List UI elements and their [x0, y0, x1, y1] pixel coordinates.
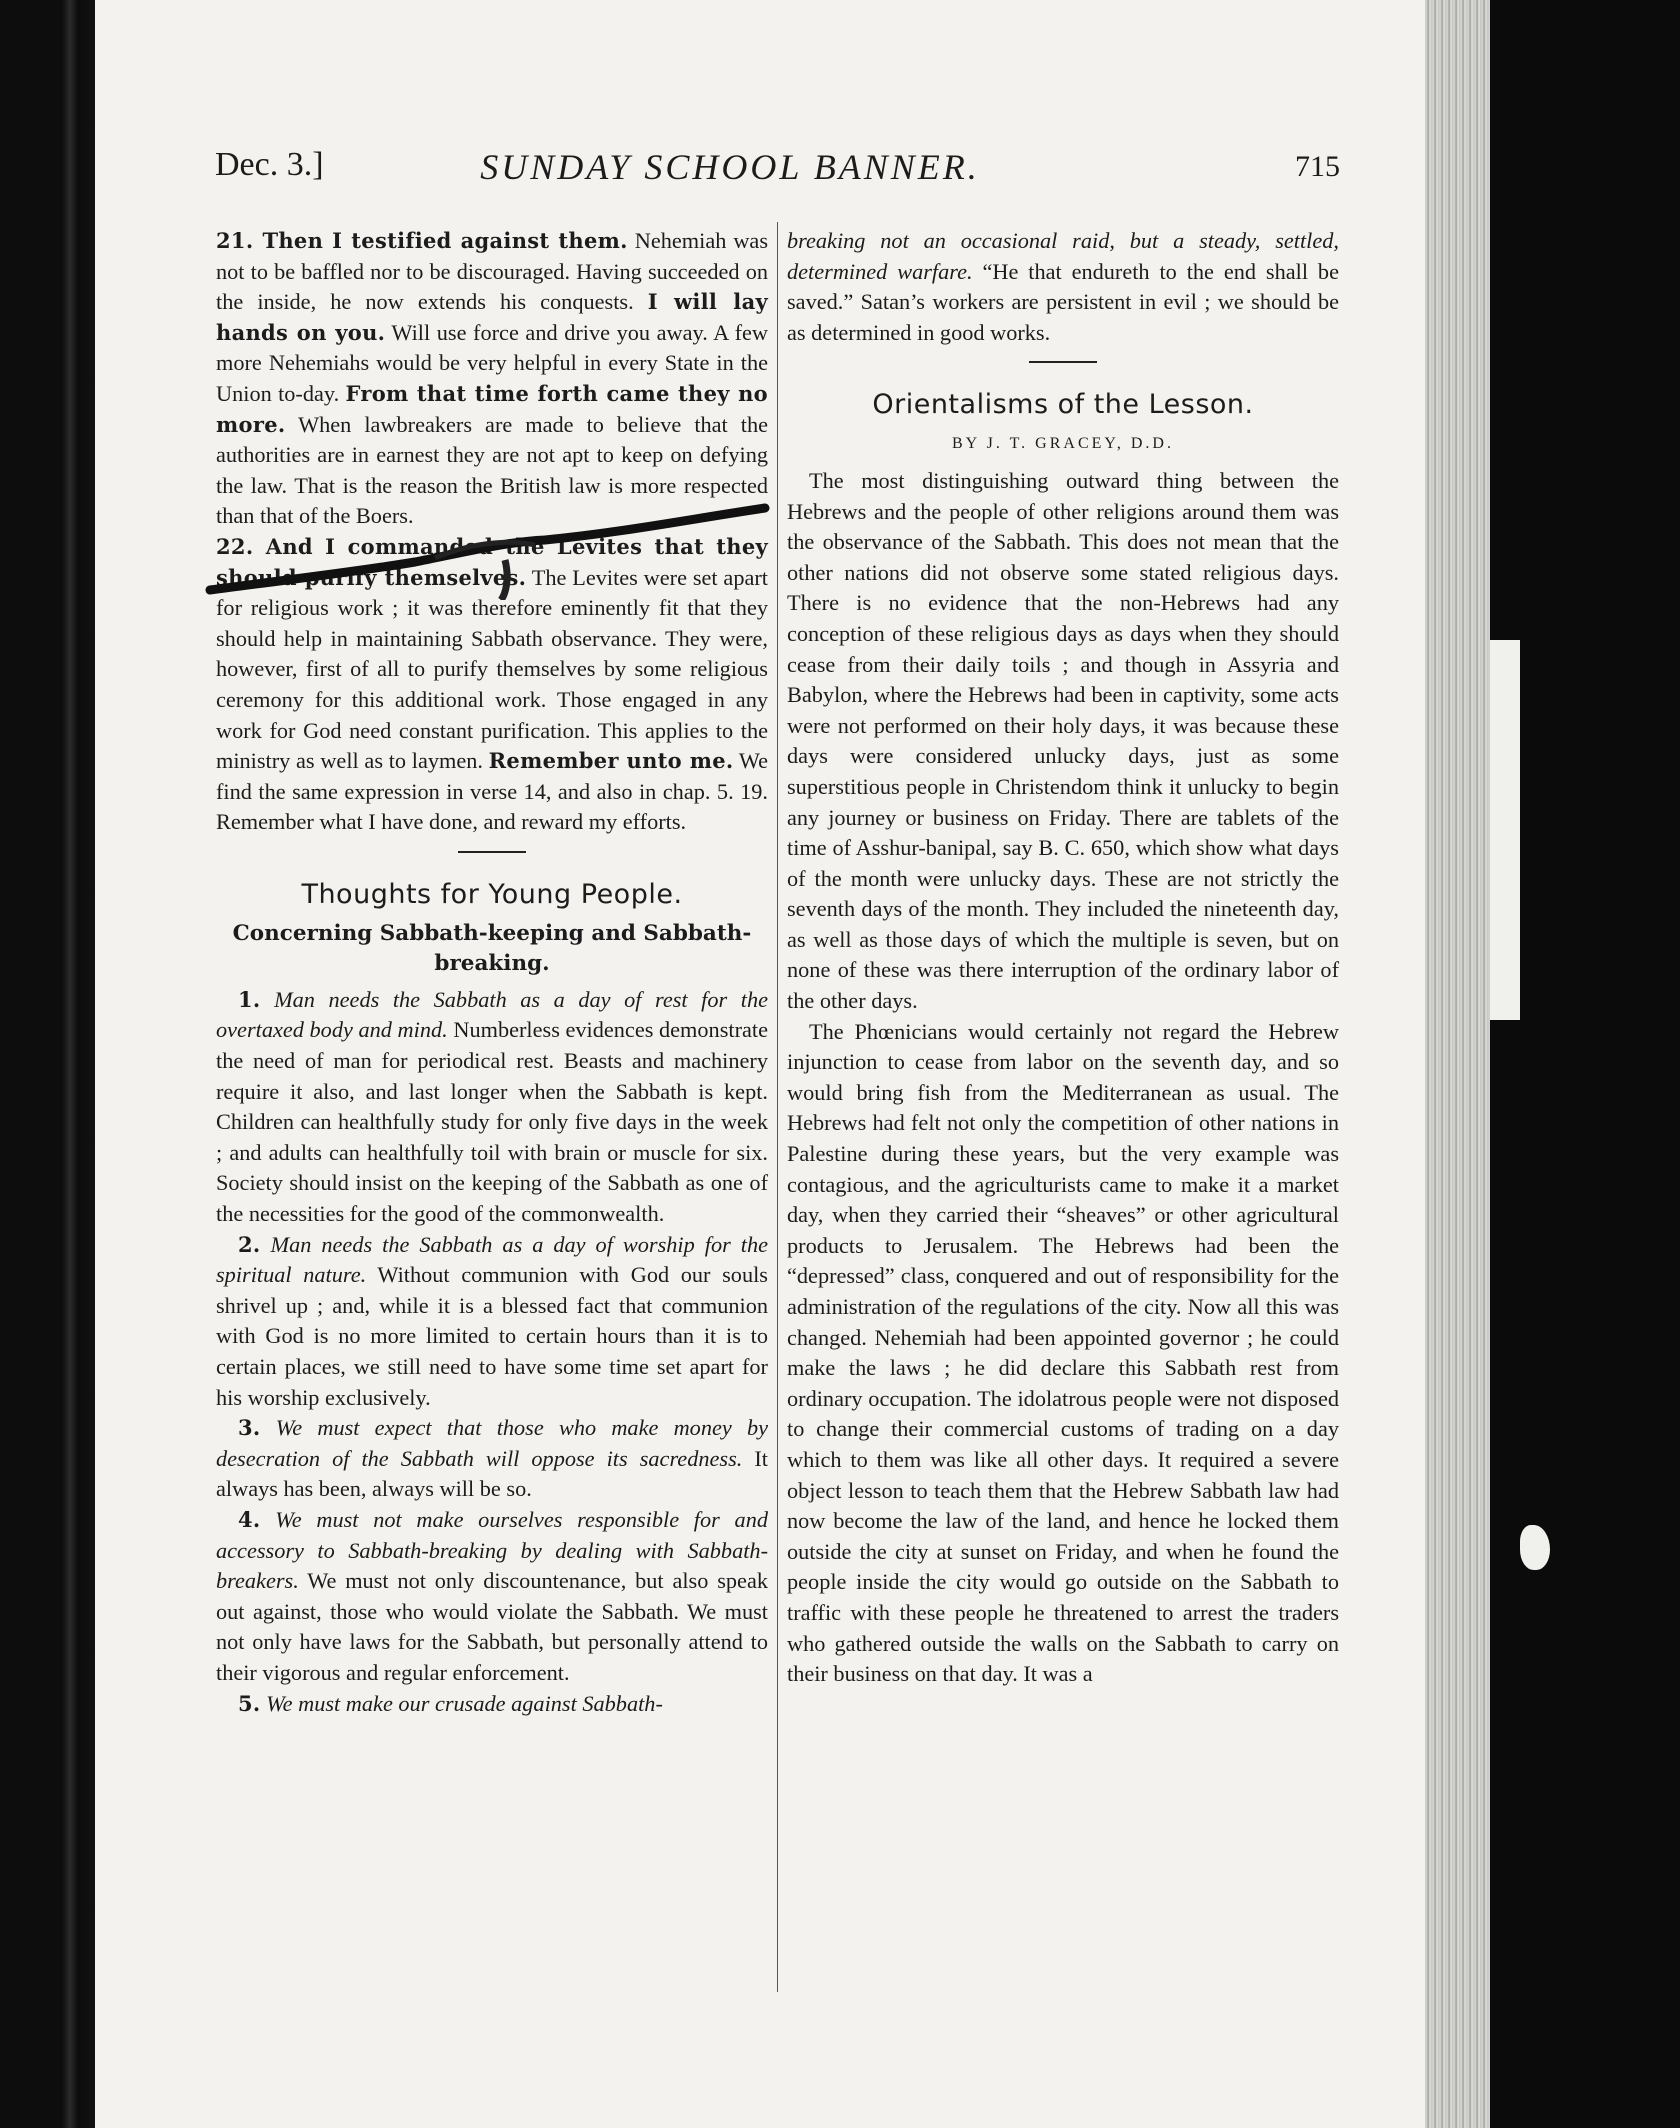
section-divider	[1029, 361, 1097, 363]
orientalisms-paragraph-2: The Phœnicians would certainly not regard the Hebrew injunction to cease from labor on the seventh day, and so would bring fish from the Mediterranean as usual. The Hebrews had felt not only the competition of other nations in Palestine during these years, but the very example was contagious, and the agriculturists came to make it a market day, when they carried their “sheaves” or other agricultural products to Jerusalem. The Hebrews had been the “depressed” class, conquered and out of responsibility for the administration of the regulations of the city. Now all this was changed. Nehemiah had been appointed governor ; he could make the laws ; he did declare this Sabbath rest from ordinary occupation. The idolatrous people were not disposed to change their commercial customs of trading on a day which to them was like all other days. It required a severe object lesson to teach them that the Hebrew Sabbath law had now become the law of the land, and hence he locked them outside the city at sunset on Friday, and when he found the people inside the city would go outside on the Sabbath to traffic with these people he threatened to arrest the traders who gathered outside the walls on the Sabbath to carry on their business on that day. It was a	[787, 1018, 1339, 1687]
verse-22-lead: 22. And I commanded the Levites that they should purify themselves.	[216, 533, 768, 590]
point-number: 4.	[238, 1506, 261, 1532]
point-4	[216, 1505, 768, 1689]
point-heading: Man needs the Sabbath as a day of rest for the overtaxed body and mind.	[216, 986, 768, 1043]
verse-21-text-3: When lawbreakers are made to believe that the authorities are in earnest they are not apt to keep on defying the law. That is the reason the British law is more respected than that of the Boers.	[216, 411, 768, 529]
section-subtitle: Concerning Sabbath-keeping and Sabbath-breaking.	[232, 920, 752, 976]
right-column	[787, 226, 1339, 1690]
verse-21-paragraph	[216, 226, 768, 532]
point-heading: We must expect that those who make money by desecration of the Sabbath will oppose its sacredness.	[216, 1415, 768, 1471]
verse-21-lead: 21. Then I testified against them.	[216, 228, 628, 253]
orientalisms-paragraph-1: The most distinguishing outward thing between the Hebrews and the people of other religions around them was the observance of the Sabbath. This does not mean that the other nations did not observe some stated religious days. There is no evidence that the non-Hebrews had any conception of these religious days as days when they should cease from their daily toils ; and though in Assyria and Babylon, where the Hebrews had been in captivity, some acts were not performed on their holy days, it was because these days were considered unlucky days, just as some superstitious people in Christendom think it unlucky to begin any journey or business on Friday. There are tablets of the time of Asshur-banipal, say B. C. 650, which show what days of the month were unlucky days. These are not strictly the seventh days of the month. They included the nineteenth day, as well as those days of which the multiple is seven, but on none of these was there interruption of the ordinary labor of the other days.	[787, 467, 1339, 1014]
point-number: 3.	[238, 1415, 261, 1441]
section-divider	[458, 851, 526, 853]
verse-22-text-1: The Levites were set apart for religious work ; it was therefore eminently fit that they should help in maintaining Sabbath observance. They were, however, first of all to purify themselves by some religious ceremony for this additional work. Those engaged in any work for God need constant purification. This applies to the ministry as well as to laymen.	[216, 564, 768, 774]
verse-21-text-2: Will use force and drive you away. A few more Nehemiahs would be very helpful in every State in the Union to-day.	[216, 319, 769, 406]
page-number: 715	[1295, 150, 1340, 183]
point-text: Numberless evidences demonstrate the need of man for periodical rest. Beasts and machinery require it also, and last longer when the Sabbath is kept. Children can healthfully study for only five days in the week ; and adults can healthfully toil with brain or muscle for six. Society should insist on the keeping of the Sabbath as one of the necessities for the good of the commonwealth.	[216, 1017, 768, 1227]
point-1	[216, 985, 768, 1230]
point-5	[216, 1689, 768, 1720]
point-heading: We must make our crusade against Sabbath-	[260, 1690, 663, 1716]
column-rule	[777, 222, 778, 1992]
background-right	[1490, 0, 1680, 2128]
point-text: Without communion with God our souls shrivel up ; and, while it is a blessed fact that communion with God is no more limited to certain hours than it is to certain places, we still need to have some time set apart for his worship exclusively.	[216, 1262, 768, 1410]
pen-scribble-mark	[205, 500, 785, 600]
point-3	[216, 1413, 768, 1505]
point-text: It always has been, always will be so.	[216, 1445, 768, 1502]
verse-21-bold-1: I will lay hands on you.	[216, 289, 768, 345]
point-number: 2.	[238, 1231, 261, 1257]
point-2	[216, 1230, 768, 1414]
verse-21-bold-2: From that time forth came they no more.	[216, 380, 768, 437]
running-header	[120, 146, 1340, 196]
continuation-italic: breaking not an occasional raid, but a steady, settled, determined warfare.	[787, 228, 1339, 284]
left-column	[216, 226, 768, 1719]
page-edges	[1425, 0, 1490, 2128]
continuation-paragraph	[787, 226, 1339, 348]
verse-22-bold-1: Remember unto me.	[488, 748, 734, 774]
continuation-text: “He that endureth to the end shall be saved.” Satan’s workers are persistent in evil ; we should be as determined in good works.	[787, 258, 1339, 345]
point-heading: We must not make ourselves responsible for and accessory to Sabbath-breaking by dealing with Sabbath-breakers.	[216, 1506, 768, 1594]
verse-22-text-2: We find the same expression in verse 14, and also in chap. 5. 19. Remember what I have done, and reward my efforts.	[216, 748, 768, 835]
point-number: 5.	[238, 1690, 261, 1716]
point-text: We must not only discountenance, but also speak out against, those who would violate the Sabbath. We must not only have laws for the Sabbath, but personally attend to their vigorous and regular enforcement.	[216, 1568, 768, 1685]
paper-tab	[1490, 640, 1520, 1020]
author-byline: BY J. T. GRACEY, D.D.	[952, 435, 1174, 453]
section-title-thoughts: Thoughts for Young People.	[301, 878, 683, 910]
paper-fragment	[1520, 1525, 1550, 1570]
verse-21-text-1: Nehemiah was not to be baffled nor to be discouraged. Having succeeded on the inside, he now extends his conquests.	[216, 228, 769, 315]
point-number: 1.	[238, 986, 261, 1012]
header-title: SUNDAY SCHOOL BANNER.	[480, 147, 980, 187]
section-title-orientalisms: Orientalisms of the Lesson.	[872, 389, 1254, 421]
book-spine-left	[0, 0, 95, 2128]
header-date: Dec. 3.]	[215, 146, 324, 183]
point-heading: Man needs the Sabbath as a day of worship for the spiritual nature.	[216, 1231, 768, 1288]
